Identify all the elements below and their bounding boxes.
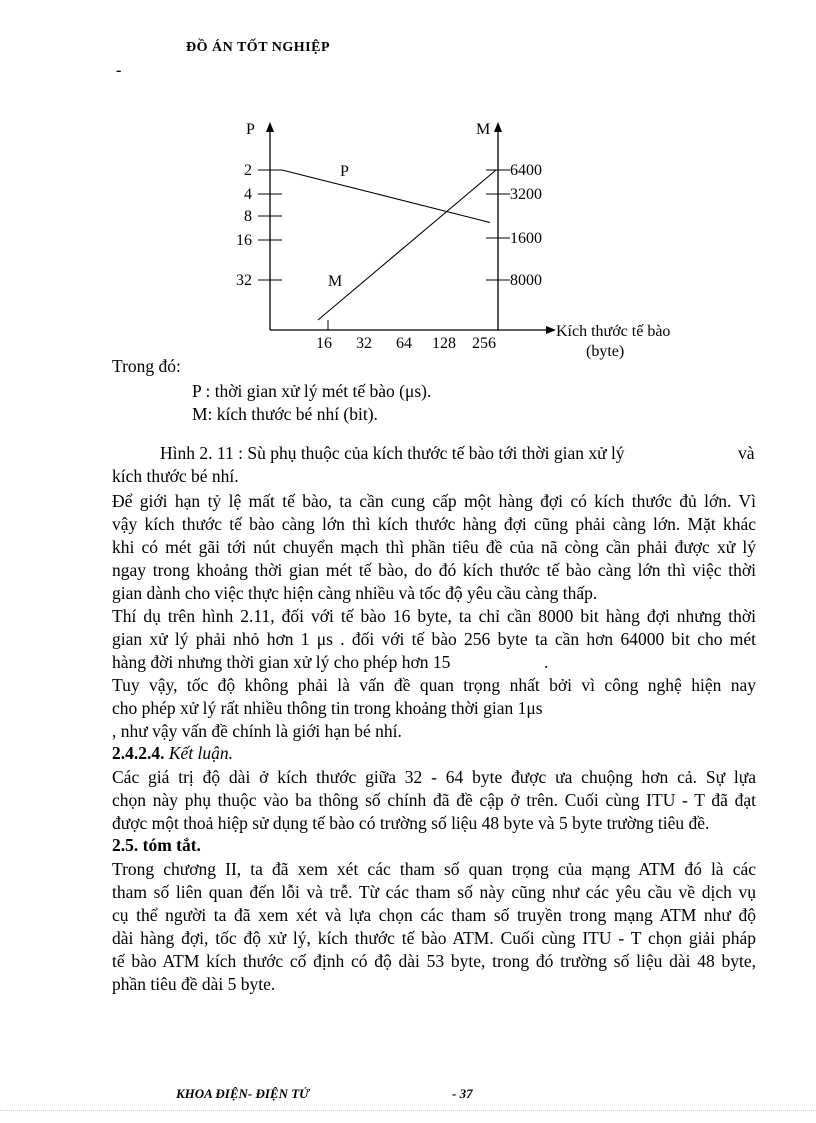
text-line: , như vậy vấn đề chính là giới hạn bé nhí. xyxy=(112,721,402,741)
paragraph-queue-size xyxy=(112,490,756,605)
right-tick-label: 3200 xyxy=(510,186,542,203)
section-name: Kết luận. xyxy=(164,743,234,763)
footer-rule xyxy=(0,1110,816,1111)
left-tick-label: 8 xyxy=(244,208,252,225)
text-line: gian xử lý phải nhỏ hơn 1 μs . đối với tế bào 256 byte ta cần hơn 64000 bit cho mét xyxy=(112,629,756,649)
text-line: Các giá trị độ dài ở kích thước giữa 32 - 64 byte được ưa chuộng hơn cả. Sự lựa xyxy=(112,767,756,787)
left-tick-label: 16 xyxy=(236,232,252,249)
x-tick-label: 256 xyxy=(472,335,496,352)
x-axis-label: Kích thước tế bào xyxy=(556,323,671,340)
paragraph-summary xyxy=(112,858,756,996)
legend-intro: Trong đó: xyxy=(112,356,181,376)
x-tick-label: 32 xyxy=(356,335,372,352)
text-line: tham số liên quan đến lỗi và trễ. Từ các tham số này cũng như các yêu cầu về dịch vụ xyxy=(112,882,756,902)
figure-caption-line1: Hình 2. 11 : Sù phụ thuộc của kích thước tế bào tới thời gian xử lý xyxy=(160,443,625,463)
text-line: cho phép xử lý rất nhiều thông tin trong khoảng thời gian 1μs xyxy=(112,698,543,718)
section-title-tom-tat: 2.5. tóm tắt. xyxy=(112,835,201,855)
series-m-label: M xyxy=(328,273,343,290)
right-axis-arrow xyxy=(494,122,502,132)
text-line-wrapper xyxy=(112,651,756,674)
x-tick-label: 64 xyxy=(396,335,412,352)
text-line: Tuy vậy, tốc độ không phải là vấn đề quan trọng nhất bởi vì công nghệ hiện nay xyxy=(112,675,756,695)
x-tick-label: 16 xyxy=(316,335,332,352)
section-number: 2.4.2.4. xyxy=(112,743,165,763)
left-tick-label: 32 xyxy=(236,272,252,289)
right-tick-label: 8000 xyxy=(510,272,542,289)
left-tick-label: 2 xyxy=(244,162,252,179)
right-tick-label: 1600 xyxy=(510,230,542,247)
legend-p: P : thời gian xử lý mét tế bào (μs). xyxy=(192,381,432,401)
text-line: vậy kích thước tế bào càng lớn thì kích thước hàng đợi cũng phải càng lớn. Mặt khác xyxy=(112,514,756,534)
text-line: Thí dụ trên hình 2.11, đối với tế bào 16 byte, ta chỉ cần 8000 bit hàng đợi nhưng thời xyxy=(112,606,756,626)
section-title-ket-luan xyxy=(112,743,233,764)
right-axis-label: M xyxy=(476,121,491,138)
page-header-title: ĐỒ ÁN TỐT NGHIỆP xyxy=(186,40,331,55)
text-line: khi có mét gãi tới nút chuyển mạch thì phần tiêu đề của nã còng cần phải được xử lý xyxy=(112,537,756,557)
x-tick-label: 128 xyxy=(432,335,456,352)
processing-time-chart xyxy=(0,110,816,470)
series-p-label: P xyxy=(340,163,349,180)
left-tick-label: 4 xyxy=(244,186,252,203)
text-line: ngay trong khoảng thời gian mét tế bào, do đó kích thước tế bào càng lớn thì việc thời xyxy=(112,560,756,580)
header-dash: - xyxy=(116,62,122,79)
text-line: Để giới hạn tỷ lệ mất tế bào, ta cần cung cấp một hàng đợi có kích thước đủ lớn. Vì xyxy=(112,491,756,511)
footer-department: KHOA ĐIỆN- ĐIỆN TỬ xyxy=(176,1086,310,1101)
figure-caption-line2: kích thước bé nhí. xyxy=(112,466,239,486)
paragraph-conclusion xyxy=(112,766,756,835)
left-axis-arrow xyxy=(266,122,274,132)
text-line: chọn này phụ thuộc vào ba thông số chính đã đề cập ở trên. Cuối cùng ITU - T đã đạt xyxy=(112,790,756,810)
text-line: hàng đời nhưng thời gian xử lý cho phép hơn 15 xyxy=(112,652,451,672)
legend-m: M: kích thước bé nhí (bit). xyxy=(192,404,378,424)
figure-caption-end: và xyxy=(738,443,755,463)
footer-page-number: - 37 xyxy=(452,1086,473,1101)
right-tick-label: 6400 xyxy=(510,162,542,179)
left-axis-label: P xyxy=(246,121,255,138)
text-line: cụ thể người ta đã xem xét và lựa chọn các tham số truyền trong mạng ATM như độ xyxy=(112,905,756,925)
text-line: được một thoả hiệp sử dụng tế bào có trường số liệu 48 byte và 5 byte trường tiêu đề. xyxy=(112,813,710,833)
text-line: gian dành cho việc thực hiện càng nhiều và tốc độ yêu cầu càng thấp. xyxy=(112,583,598,603)
paragraph-example xyxy=(112,605,756,674)
text-line: phần tiêu đề dài 5 byte. xyxy=(112,974,276,994)
paragraph-speed xyxy=(112,674,756,743)
text-line: tế bào ATM kích thước cố định có độ dài 53 byte, trong đó trường số liệu dài 48 byte, xyxy=(112,951,756,971)
x-axis-arrow xyxy=(546,326,556,334)
text-line: Trong chương II, ta đã xem xét các tham số quan trọng của mạng ATM đó là các xyxy=(112,859,756,879)
series-p-line xyxy=(282,170,490,223)
series-m-line xyxy=(318,170,496,320)
text-period: . xyxy=(544,652,549,672)
x-axis-unit: (byte) xyxy=(586,343,625,360)
text-line: dài hàng đợi, tốc độ xử lý, kích thước tế bào ATM. Cuối cùng ITU - T chọn giải pháp xyxy=(112,928,756,948)
